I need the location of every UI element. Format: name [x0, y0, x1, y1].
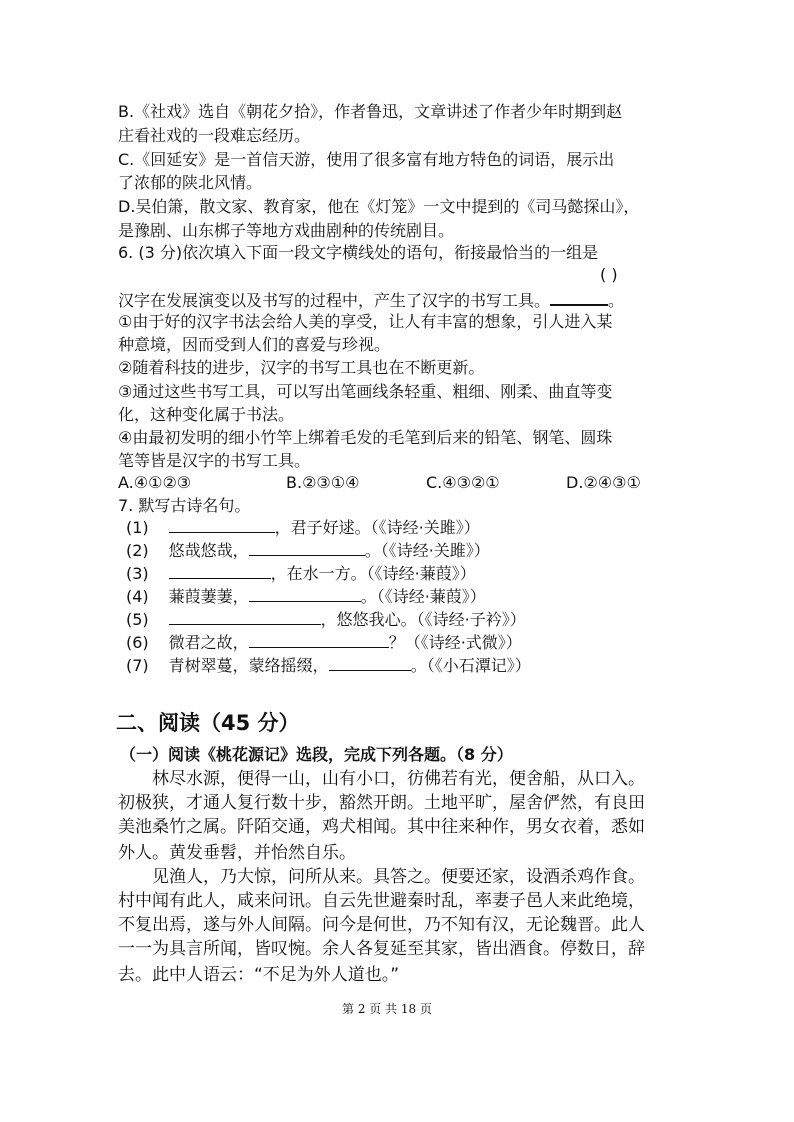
q7-item-after: ，在水一方。（《诗经·蒹葭》）: [270, 564, 476, 583]
passage-line: 外人。黄发垂髫，并怡然自乐。: [118, 843, 356, 863]
q7-item-after: ，君子好逑。（《诗经·关雎》）: [274, 518, 480, 537]
q6-stem: 6. (3 分)依次填入下面一段文字横线处的语句，衔接最恰当的一组是: [118, 243, 599, 262]
q7-answer-blank: [249, 539, 365, 556]
q7-item-2: [126, 539, 490, 562]
q7-item-after: 。（《诗经·关雎》）: [364, 541, 490, 560]
passage-line: 美池桑竹之属。阡陌交通，鸡犬相闻。其中往来种作，男女衣着，悉如: [118, 817, 645, 837]
q5-option-c-line2: 了浓郁的陕北风情。: [118, 173, 263, 192]
passage-line: 见渔人，乃大惊，问所从来。具答之。便要还家，设酒杀鸡作食。: [152, 867, 645, 887]
q6-option-d: D.②④③①: [566, 473, 641, 492]
q7-answer-blank: [329, 654, 411, 671]
q6-option-a: A.④①②③: [118, 473, 192, 492]
page-number: 第 2 页 共 18 页: [342, 1002, 432, 1016]
q7-item-after: ，悠悠我心。（《诗经·子衿》）: [320, 610, 526, 629]
q7-answer-blank: [249, 585, 361, 602]
q7-item-6: [126, 631, 522, 654]
q7-answer-blank: [169, 562, 271, 579]
passage-line: 去。此中人语云：“不足为外人道也。”: [118, 965, 400, 985]
q6-answer-paren: ( ): [600, 265, 618, 284]
q6-passage: [118, 288, 624, 312]
q6-item4-line1: ④由最初发明的细小竹竿上绑着毛发的毛笔到后来的铅笔、钢笔、圆珠: [118, 428, 613, 447]
q6-passage-end: 。: [608, 291, 625, 310]
q7-item-before: 微君之故，: [168, 633, 249, 652]
q6-item1-line2: 种意境，因而受到人们的喜爱与珍视。: [118, 335, 391, 354]
section-title: 二、阅读（45 分）: [116, 711, 300, 735]
q7-item-1: [126, 516, 480, 539]
q7-item-after: ？（《诗经·式微》）: [388, 633, 522, 652]
q7-item-number: (2): [126, 541, 149, 560]
q6-item3-line2: 化，这种变化属于书法。: [118, 405, 295, 424]
q7-item-before: 悠哉悠哉，: [168, 541, 249, 560]
passage-line: 林尽水源，便得一山，山有小口，彷佛若有光，便舍船，从口入。: [152, 769, 645, 789]
q6-answer-blank: [550, 288, 608, 306]
q5-option-b-line2: 庄看社戏的一段难忘经历。: [118, 126, 311, 145]
q6-item1-line1: ①由于好的汉字书法会给人美的享受，让人有丰富的想象，引人进入某: [118, 312, 613, 331]
q7-item-number: (7): [126, 656, 149, 675]
q7-item-number: (4): [126, 587, 149, 606]
q7-item-number: (3): [126, 564, 149, 583]
q7-item-7: [126, 654, 531, 677]
q5-option-c-line1: C.《回延安》是一首信天游，使用了很多富有地方特色的词语，展示出: [118, 150, 615, 169]
passage-line: 村中闻有此人，咸来问讯。自云先世避秦时乱，率妻子邑人来此绝境，: [118, 891, 645, 911]
q6-passage-text: 汉字在发展演变以及书写的过程中，产生了汉字的书写工具。: [118, 291, 551, 310]
q7-answer-blank: [169, 608, 321, 625]
q7-item-number: (1): [126, 518, 149, 537]
q6-option-c: C.④③②①: [426, 473, 500, 492]
q6-item4-line2: 笔等皆是汉字的书写工具。: [118, 451, 311, 470]
q6-item2: ②随着科技的进步，汉字的书写工具也在不断更新。: [118, 358, 485, 377]
q7-answer-blank: [249, 631, 389, 648]
q7-answer-blank: [169, 516, 275, 533]
q6-option-b: B.②③①④: [286, 473, 360, 492]
passage-line: 不复出焉，遂与外人间隔。问今是何世，乃不知有汉，无论魏晋。此人: [118, 915, 645, 935]
q5-option-d-line2: 是豫剧、山东梆子等地方戏曲剧种的传统剧目。: [118, 221, 455, 240]
q6-item3-line1: ③通过这些书写工具，可以写出笔画线条轻重、粗细、刚柔、曲直等变: [118, 382, 613, 401]
q7-item-after: 。（《诗经·蒹葭》）: [360, 587, 486, 606]
q7-item-before: 青树翠蔓，蒙络摇缀，: [168, 656, 329, 675]
q7-stem: 7. 默写古诗名句。: [118, 496, 251, 515]
q7-item-5: [126, 608, 526, 631]
q7-item-3: [126, 562, 476, 585]
q7-item-before: 蒹葭萋萋，: [168, 587, 249, 606]
q5-option-d-line1: D.吴伯箫，散文家、教育家，他在《灯笼》一文中提到的《司马懿探山》，: [118, 197, 640, 216]
passage-line: 一一为具言所闻，皆叹惋。余人各复延至其家，皆出酒食。停数日，辞: [118, 939, 645, 959]
q7-item-number: (5): [126, 610, 149, 629]
q7-item-number: (6): [126, 633, 149, 652]
passage-line: 初极狭，才通人复行数十步，豁然开朗。土地平旷，屋舍俨然，有良田: [118, 793, 645, 813]
subsection-title: （一）阅读《桃花源记》选段，完成下列各题。（8 分）: [120, 745, 513, 764]
q7-item-4: [126, 585, 486, 608]
q5-option-b-line1: B.《社戏》选自《朝花夕拾》，作者鲁迅，文章讲述了作者少年时期到赵: [118, 102, 623, 121]
q7-item-after: 。（《小石潭记》）: [410, 656, 531, 675]
